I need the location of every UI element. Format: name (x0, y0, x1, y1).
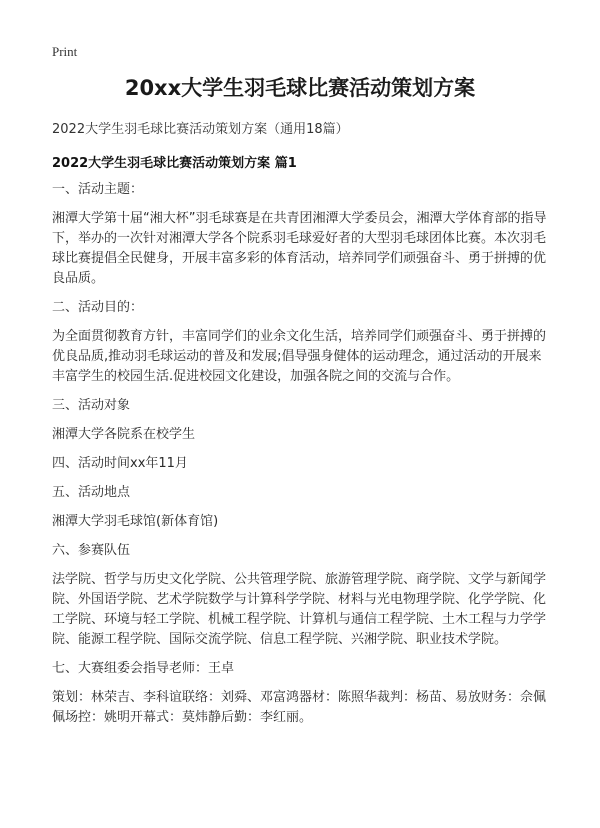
paragraph-activity-time: 四、活动时间xx年11月 (52, 456, 188, 471)
document-subtitle: 2022大学生羽毛球比赛活动策划方案（通用18篇） (52, 122, 349, 137)
paragraph-teams: 法学院、哲学与历史文化学院、公共管理学院、旅游管理学院、商学院、文学与新闻学院、外国语学院、艺术学院数学与计算科学学院、材料与光电物理学院、化学学院、化工学院、环境与轻工学院、机械工程学院、计算机与通信工程学院、土木工程与力学学院、能源工程学院、国际交流学院、信息工程学院、兴湘学院、职业技术学院。 (52, 572, 547, 647)
heading-teams: 六、参赛队伍 (52, 543, 131, 558)
article-body (52, 180, 552, 737)
heading-activity-target: 三、活动对象 (52, 398, 131, 413)
document-title: 20xx大学生羽毛球比赛活动策划方案 (124, 76, 476, 100)
paragraph-activity-theme: 湘潭大学第十届“湘大杯”羽毛球赛是在共青团湘潭大学委员会，湘潭大学体育部的指导下，举办的一次针对湘潭大学各个院系羽毛球爱好者的大型羽毛球团体比赛。本次羽毛球比赛提倡全民健身，开展丰富多彩的体育活动，培养同学们顽强奋斗、勇于拼搏的优良品质。 (52, 211, 547, 286)
paragraph-activity-venue: 湘潭大学羽毛球馆(新体育馆) (52, 514, 219, 529)
paragraph-activity-target: 湘潭大学各院系在校学生 (52, 427, 196, 442)
heading-activity-theme: 一、活动主题： (52, 182, 144, 197)
heading-activity-purpose: 二、活动目的： (52, 300, 144, 315)
paragraph-activity-purpose: 为全面贯彻教育方针，丰富同学们的业余文化生活，培养同学们顽强奋斗、勇于拼搏的优良品质,推动羽毛球运动的普及和发展;倡导强身健体的运动理念，通过活动的开展来丰富学生的校园生活.促进校园文化建设，加强各院之间的交流与合作。 (52, 329, 547, 384)
print-link[interactable]: Print (52, 44, 78, 59)
paragraph-advisor: 七、大赛组委会指导老师：王卓 (52, 661, 235, 676)
heading-activity-venue: 五、活动地点 (52, 485, 131, 500)
section-heading: 2022大学生羽毛球比赛活动策划方案 篇1 (52, 156, 297, 171)
paragraph-staff: 策划：林荣吉、李科谊联络：刘舜、邓富鸿器材：陈照华裁判：杨苗、易放财务：佘佩佩场控：姚明开幕式：莫炜静后勤：李红丽。 (52, 690, 547, 725)
